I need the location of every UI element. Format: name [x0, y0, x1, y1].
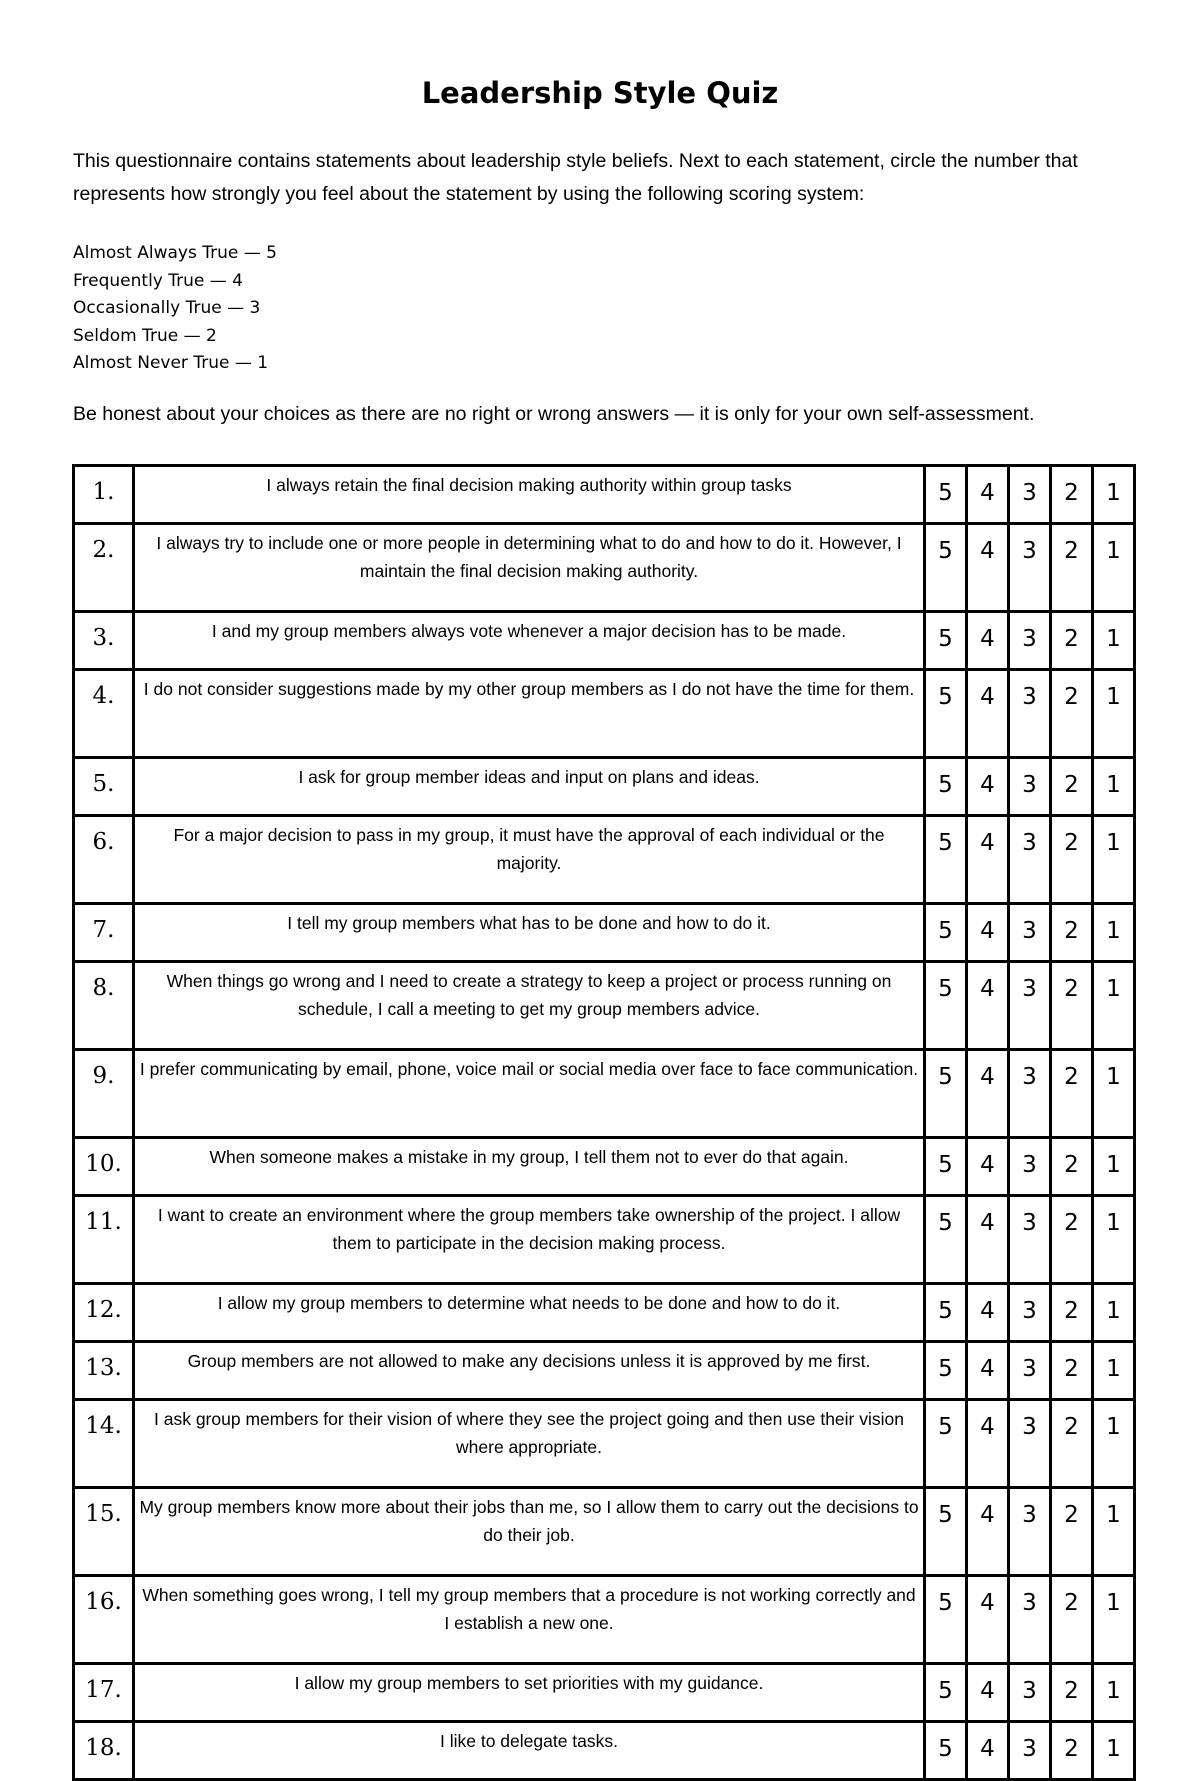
score-option-3[interactable]: 3: [1010, 1343, 1052, 1401]
score-option-2[interactable]: 2: [1052, 1723, 1094, 1778]
score-option-1[interactable]: 1: [1094, 759, 1133, 817]
score-option-2[interactable]: 2: [1052, 905, 1094, 963]
score-option-5[interactable]: 5: [926, 1489, 968, 1577]
score-option-5[interactable]: 5: [926, 1401, 968, 1489]
score-option-4[interactable]: 4: [968, 905, 1010, 963]
question-statement: I tell my group members what has to be done and how to do it.: [135, 905, 926, 963]
score-option-2[interactable]: 2: [1052, 1197, 1094, 1285]
question-number: 1.: [75, 467, 135, 525]
question-row: [75, 963, 1133, 1051]
score-option-3[interactable]: 3: [1010, 1577, 1052, 1665]
question-row: [75, 1489, 1133, 1577]
score-option-5[interactable]: 5: [926, 613, 968, 671]
score-option-2[interactable]: 2: [1052, 467, 1094, 525]
question-statement: I want to create an environment where the group members take ownership of the project. I allow them to participate in the decision making process.: [135, 1197, 926, 1285]
score-option-5[interactable]: 5: [926, 525, 968, 613]
question-number: 10.: [75, 1139, 135, 1197]
score-option-4[interactable]: 4: [968, 1197, 1010, 1285]
score-option-3[interactable]: 3: [1010, 759, 1052, 817]
score-option-1[interactable]: 1: [1094, 1401, 1133, 1489]
question-number: 8.: [75, 963, 135, 1051]
question-statement: I allow my group members to set priorities with my guidance.: [135, 1665, 926, 1723]
question-statement: I do not consider suggestions made by my other group members as I do not have the time for them.: [135, 671, 926, 759]
question-number: 5.: [75, 759, 135, 817]
score-option-4[interactable]: 4: [968, 1577, 1010, 1665]
score-option-4[interactable]: 4: [968, 613, 1010, 671]
score-option-3[interactable]: 3: [1010, 1197, 1052, 1285]
score-option-2[interactable]: 2: [1052, 1577, 1094, 1665]
question-statement: I always try to include one or more people in determining what to do and how to do it. However, I maintain the final decision making authority.: [135, 525, 926, 613]
question-statement: I allow my group members to determine what needs to be done and how to do it.: [135, 1285, 926, 1343]
score-option-4[interactable]: 4: [968, 525, 1010, 613]
score-option-3[interactable]: 3: [1010, 1051, 1052, 1139]
score-option-5[interactable]: 5: [926, 759, 968, 817]
score-option-2[interactable]: 2: [1052, 963, 1094, 1051]
score-option-4[interactable]: 4: [968, 1285, 1010, 1343]
question-number: 6.: [75, 817, 135, 905]
question-number: 16.: [75, 1577, 135, 1665]
question-row: [75, 1285, 1133, 1343]
question-number: 7.: [75, 905, 135, 963]
score-option-1[interactable]: 1: [1094, 1343, 1133, 1401]
question-row: [75, 1577, 1133, 1665]
score-option-3[interactable]: 3: [1010, 613, 1052, 671]
scoring-scale: [73, 240, 277, 378]
score-option-5[interactable]: 5: [926, 905, 968, 963]
question-row: [75, 1139, 1133, 1197]
question-statement: I prefer communicating by email, phone, voice mail or social media over face to face communication.: [135, 1051, 926, 1139]
score-option-1[interactable]: 1: [1094, 671, 1133, 759]
question-statement: I always retain the final decision making authority within group tasks: [135, 467, 926, 525]
score-option-1[interactable]: 1: [1094, 1139, 1133, 1197]
question-statement: When someone makes a mistake in my group, I tell them not to ever do that again.: [135, 1139, 926, 1197]
question-row: [75, 525, 1133, 613]
score-option-4[interactable]: 4: [968, 1665, 1010, 1723]
score-option-1[interactable]: 1: [1094, 1489, 1133, 1577]
question-row: [75, 817, 1133, 905]
question-row: [75, 1343, 1133, 1401]
score-option-2[interactable]: 2: [1052, 759, 1094, 817]
score-option-5[interactable]: 5: [926, 467, 968, 525]
question-row: [75, 1051, 1133, 1139]
score-option-5[interactable]: 5: [926, 671, 968, 759]
score-option-5[interactable]: 5: [926, 1139, 968, 1197]
question-statement: When things go wrong and I need to create a strategy to keep a project or process running on schedule, I call a meeting to get my group members advice.: [135, 963, 926, 1051]
score-option-2[interactable]: 2: [1052, 1343, 1094, 1401]
score-option-1[interactable]: 1: [1094, 525, 1133, 613]
question-row: [75, 467, 1133, 525]
question-statement: Group members are not allowed to make any decisions unless it is approved by me first.: [135, 1343, 926, 1401]
question-number: 2.: [75, 525, 135, 613]
question-statement: I and my group members always vote whenever a major decision has to be made.: [135, 613, 926, 671]
score-option-1[interactable]: 1: [1094, 905, 1133, 963]
score-option-2[interactable]: 2: [1052, 1285, 1094, 1343]
question-number: 3.: [75, 613, 135, 671]
question-row: [75, 1401, 1133, 1489]
score-option-2[interactable]: 2: [1052, 1665, 1094, 1723]
score-option-5[interactable]: 5: [926, 1665, 968, 1723]
question-row: [75, 671, 1133, 759]
score-option-3[interactable]: 3: [1010, 1401, 1052, 1489]
score-option-4[interactable]: 4: [968, 1401, 1010, 1489]
score-option-1[interactable]: 1: [1094, 613, 1133, 671]
honesty-note: Be honest about your choices as there are no right or wrong answers — it is only for your own self-assessment.: [73, 403, 1035, 425]
question-row: [75, 613, 1133, 671]
quiz-table: [72, 464, 1136, 1781]
score-option-5[interactable]: 5: [926, 1051, 968, 1139]
question-number: 4.: [75, 671, 135, 759]
page-title: Leadership Style Quiz: [421, 76, 779, 110]
score-option-1[interactable]: 1: [1094, 1285, 1133, 1343]
score-option-1[interactable]: 1: [1094, 467, 1133, 525]
score-option-1[interactable]: 1: [1106, 1736, 1121, 1762]
question-statement: My group members know more about their jobs than me, so I allow them to carry out the decisions to do their job.: [135, 1489, 926, 1577]
score-option-2[interactable]: 2: [1052, 1051, 1094, 1139]
scale-item-3: Occasionally True — 3: [73, 298, 261, 318]
score-option-1[interactable]: 1: [1094, 963, 1133, 1051]
question-number: 14.: [75, 1401, 135, 1489]
score-option-1[interactable]: 1: [1094, 1197, 1133, 1285]
question-number: 15.: [75, 1489, 135, 1577]
question-statement: When something goes wrong, I tell my group members that a procedure is not working correctly and I establish a new one.: [135, 1577, 926, 1665]
score-option-3[interactable]: 3: [1010, 1489, 1052, 1577]
score-option-4[interactable]: 4: [968, 817, 1010, 905]
question-number: 9.: [75, 1051, 135, 1139]
score-option-5[interactable]: 5: [926, 817, 968, 905]
score-option-2[interactable]: 2: [1052, 525, 1094, 613]
score-option-3[interactable]: 3: [1010, 905, 1052, 963]
score-option-5[interactable]: 5: [926, 1197, 968, 1285]
score-option-4[interactable]: 4: [968, 759, 1010, 817]
score-option-3[interactable]: 3: [1010, 1723, 1052, 1778]
scale-item-4: Frequently True — 4: [73, 270, 243, 291]
question-row: [75, 759, 1133, 817]
score-option-4[interactable]: 4: [968, 1051, 1010, 1139]
intro-paragraph: This questionnaire contains statements about leadership style beliefs. Next to each statement, circle the number that represents how strongly you feel about the statement by using the following scoring system:: [73, 150, 1078, 205]
score-option-2[interactable]: 2: [1052, 613, 1094, 671]
question-number: 17.: [75, 1665, 135, 1723]
question-statement: I like to delegate tasks.: [135, 1723, 926, 1778]
question-number: 12.: [75, 1285, 135, 1343]
question-statement: I ask group members for their vision of where they see the project going and then use their vision where appropriate.: [135, 1401, 926, 1489]
score-option-1[interactable]: 1: [1094, 1665, 1133, 1723]
score-option-2[interactable]: 2: [1052, 1139, 1094, 1197]
score-option-1[interactable]: 1: [1094, 817, 1133, 905]
score-option-3[interactable]: 3: [1010, 1139, 1052, 1197]
question-statement: For a major decision to pass in my group, it must have the approval of each individual or the majority.: [135, 817, 926, 905]
score-option-4[interactable]: 4: [968, 1723, 1010, 1778]
score-option-4[interactable]: 4: [968, 671, 1010, 759]
scale-item-1: Almost Never True — 1: [73, 353, 269, 373]
score-option-4[interactable]: 4: [968, 467, 1010, 525]
score-option-3[interactable]: 3: [1010, 467, 1052, 525]
score-option-3[interactable]: 3: [1010, 525, 1052, 613]
question-number: 18.: [75, 1723, 135, 1778]
score-option-4[interactable]: 4: [968, 1139, 1010, 1197]
score-option-4[interactable]: 4: [968, 1343, 1010, 1401]
question-row: [75, 905, 1133, 963]
score-option-3[interactable]: 3: [1010, 963, 1052, 1051]
score-option-5[interactable]: 5: [926, 1343, 968, 1401]
score-option-3[interactable]: 3: [1010, 671, 1052, 759]
score-option-5[interactable]: 5: [926, 1577, 968, 1665]
question-row: [75, 1665, 1133, 1723]
scale-item-2: Seldom True — 2: [73, 325, 217, 346]
score-option-3[interactable]: 3: [1010, 817, 1052, 905]
score-option-3[interactable]: 3: [1010, 1665, 1052, 1723]
score-option-1[interactable]: 1: [1094, 1577, 1133, 1665]
score-option-4[interactable]: 4: [968, 1489, 1010, 1577]
score-option-4[interactable]: 4: [968, 963, 1010, 1051]
question-row: [75, 1197, 1133, 1285]
score-option-2[interactable]: 2: [1052, 1401, 1094, 1489]
score-option-3[interactable]: 3: [1010, 1285, 1052, 1343]
question-number: 11.: [75, 1197, 135, 1285]
score-option-2[interactable]: 2: [1052, 1489, 1094, 1577]
question-statement: I ask for group member ideas and input on plans and ideas.: [135, 759, 926, 817]
question-number: 13.: [75, 1343, 135, 1401]
score-option-2[interactable]: 2: [1052, 817, 1094, 905]
score-option-1[interactable]: 1: [1094, 1051, 1133, 1139]
question-row: [75, 1723, 1133, 1778]
score-option-5[interactable]: 5: [926, 1285, 968, 1343]
score-option-2[interactable]: 2: [1052, 671, 1094, 759]
score-option-5[interactable]: 5: [926, 1723, 968, 1778]
score-option-5[interactable]: 5: [926, 963, 968, 1051]
scale-item-5: Almost Always True — 5: [73, 243, 277, 263]
